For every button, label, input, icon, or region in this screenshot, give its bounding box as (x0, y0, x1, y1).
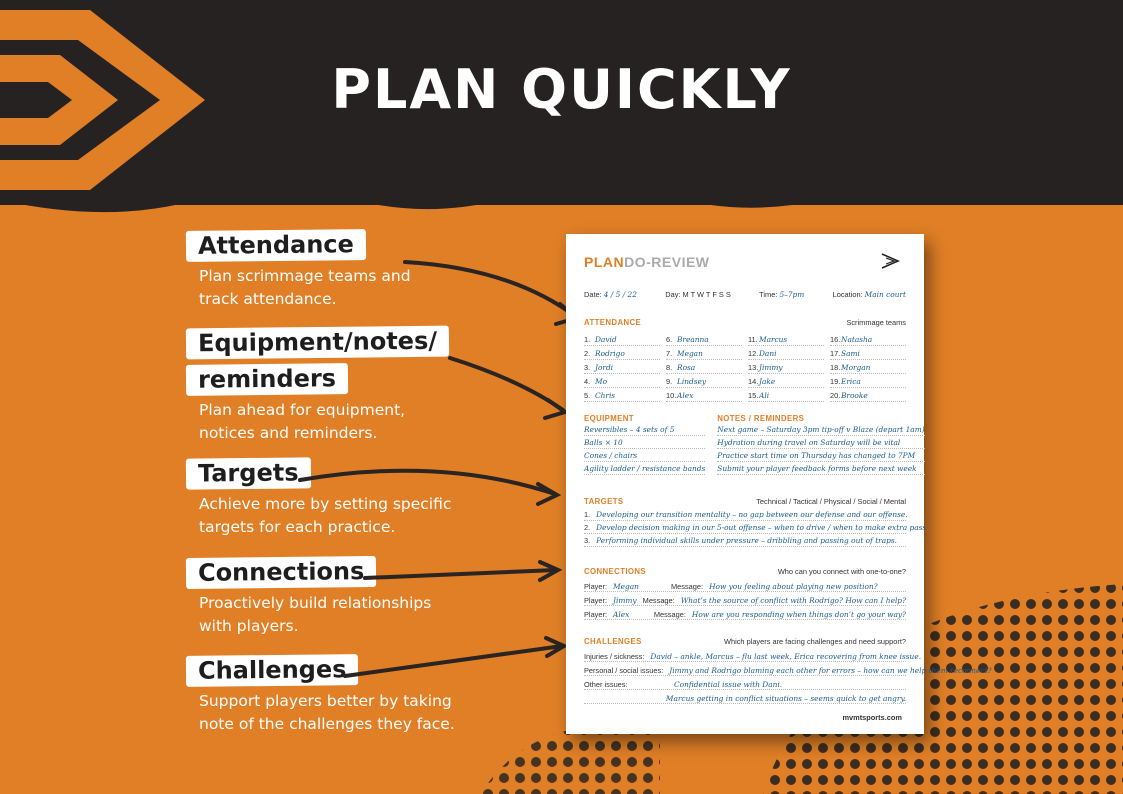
attendance-slot (830, 360, 906, 374)
attendance-slot (748, 332, 824, 346)
attendance-slot (830, 388, 906, 402)
feature-title: Connections (186, 556, 377, 589)
slot-number: 2. (584, 349, 591, 358)
target-number: 1. (584, 510, 591, 519)
feature-desc-line: notices and reminders. (199, 424, 378, 442)
attendance-slot (748, 360, 824, 374)
slot-number: 17. (830, 349, 841, 358)
feature-desc-line: with players. (199, 617, 299, 635)
note-item: Practice start time on Thursday has changed to 7PM (717, 449, 924, 462)
feature-desc-line: track attendance. (199, 290, 337, 308)
section-note: Which players are facing challenges and need support? (723, 637, 906, 646)
player-name: Jimmy (759, 363, 783, 372)
note-item: Hydration during travel on Saturday will be vital (717, 436, 924, 449)
attendance-grid (584, 332, 906, 402)
time-label: Time: (759, 290, 778, 299)
connections-section (584, 567, 906, 620)
slot-number: 4. (584, 377, 591, 386)
slot-number: 14. (748, 377, 759, 386)
attendance-slot (666, 388, 742, 402)
slot-number: 18. (830, 363, 841, 372)
target-row (584, 508, 906, 521)
equipment-item: Balls × 10 (584, 436, 705, 449)
player-name: Morgan (841, 363, 871, 372)
page-headline: PLAN QUICKLY (331, 58, 792, 121)
attendance-section (584, 318, 906, 402)
target-text: Performing individual skills under pressure – dribbling and passing out of traps. (596, 536, 897, 545)
feature-description (186, 493, 476, 539)
challenge-label: Personal / social issues: (584, 666, 664, 675)
challenge-row (584, 676, 906, 690)
player-name: Sami (841, 349, 860, 358)
target-row (584, 534, 906, 547)
day-label: Day: (665, 290, 681, 299)
notes-list (717, 423, 924, 475)
targets-section (584, 497, 927, 547)
equipment-notes-section (584, 414, 925, 475)
player-name: Ali (759, 391, 770, 400)
player-name: Rosa (677, 363, 696, 372)
challenge-text: David – ankle, Marcus – flu last week, Erica recovering from knee issue. (650, 652, 922, 661)
player-name: David (595, 335, 617, 344)
website-url: mvmtsports.com (842, 713, 902, 722)
feature-desc-line: Plan scrimmage teams and (199, 267, 411, 285)
date-label: Date: (584, 290, 602, 299)
target-number: 2. (584, 523, 591, 532)
feature-connections (186, 557, 476, 638)
target-text: Develop decision making in our 5-out offense – when to drive / when to make extra pass (596, 523, 927, 532)
slot-number: 8. (666, 363, 673, 372)
equipment-list (584, 423, 705, 475)
challenge-text: Marcus getting in conflict situations – seems quick to get angry. (665, 694, 906, 703)
challenge-label: Other issues: (584, 680, 628, 689)
slot-number: 12. (748, 349, 759, 358)
feature-desc-line: Plan ahead for equipment, (199, 401, 406, 419)
player-name: Mo (595, 377, 608, 386)
player-label: Player: (584, 610, 608, 619)
attendance-slot (584, 346, 660, 360)
slot-number: 11. (748, 335, 758, 344)
section-heading: TARGETS (584, 497, 624, 506)
connection-row (584, 592, 906, 606)
player-name: Jake (759, 377, 776, 386)
section-heading: EQUIPMENT (584, 414, 634, 423)
attendance-slot (830, 374, 906, 388)
feature-title: Challenges (186, 654, 359, 687)
player-name: Rodrigo (595, 349, 625, 358)
feature-desc-line: Achieve more by setting specific (199, 495, 452, 513)
section-heading: NOTES / REMINDERS (717, 414, 805, 423)
feature-description (186, 399, 476, 445)
date-value: 4 / 5 / 22 (603, 290, 637, 299)
message-label: Message: (642, 596, 675, 605)
attendance-slot (748, 374, 824, 388)
section-note: Technical / Tactical / Physical / Social / Mental (756, 497, 906, 506)
day-value: M T W T F S S (682, 290, 731, 299)
time-value: 5–7pm (779, 290, 805, 299)
feature-title: Targets (186, 457, 311, 489)
section-note: Who can you connect with one-to-one? (777, 567, 906, 576)
connection-message: How are you responding when things don’t go your way? (691, 610, 906, 619)
player-name: Natasha (841, 335, 873, 344)
feature-description (186, 592, 476, 638)
section-note: Scrimmage teams (846, 318, 906, 327)
slot-number: 19. (830, 377, 841, 386)
attendance-slot (584, 360, 660, 374)
player-name: Dani (759, 349, 777, 358)
message-label: Message: (671, 582, 704, 591)
player-name: Breanna (677, 335, 709, 344)
player-name: Erica (841, 377, 861, 386)
connection-player: Alex (613, 610, 630, 619)
slot-number: 16. (830, 335, 841, 344)
player-name: Alex (677, 391, 694, 400)
sheet-title (584, 254, 906, 270)
target-text: Developing our transition mentality – no gap between our defense and our offense. (596, 510, 908, 519)
connection-message: How you feeling about playing new position? (709, 582, 878, 591)
challenge-label: Injuries / sickness: (584, 652, 645, 661)
slot-number: 5. (584, 391, 591, 400)
slot-number: 13. (748, 363, 759, 372)
player-name: Lindsey (677, 377, 707, 386)
feature-desc-line: Support players better by taking (199, 692, 452, 710)
slot-number: 6. (666, 335, 673, 344)
feature-title: Equipment/notes/ (186, 326, 449, 360)
message-label: Message: (653, 610, 686, 619)
target-number: 3. (584, 536, 591, 545)
feature-desc-line: Proactively build relationships (199, 594, 432, 612)
attendance-slot (748, 346, 824, 360)
sheet-meta-row (584, 290, 906, 299)
equipment-item: Cones / chairs (584, 449, 705, 462)
slot-number: 3. (584, 363, 591, 372)
feature-title: Attendance (186, 229, 366, 262)
feature-desc-line: targets for each practice. (199, 518, 396, 536)
challenge-text: Jimmy and Rodrigo blaming each other for errors – how can we help them reconnect? (669, 666, 992, 675)
player-name: Jordi (595, 363, 614, 372)
player-name: Marcus (759, 335, 788, 344)
feature-challenges (186, 655, 476, 736)
connection-player: Jimmy (613, 596, 637, 605)
plan-do-review-sheet (566, 234, 992, 734)
connection-row (584, 606, 906, 620)
attendance-slot (666, 360, 742, 374)
feature-equipment (186, 327, 476, 445)
location-value: Main court (864, 290, 906, 299)
targets-list (584, 508, 927, 547)
connection-message: What’s the source of conflict with Rodrigo? How can I help? (680, 596, 906, 605)
attendance-slot (666, 346, 742, 360)
attendance-slot (666, 374, 742, 388)
feature-targets (186, 458, 476, 539)
attendance-slot (748, 388, 824, 402)
challenge-row (584, 662, 992, 676)
challenges-section (584, 637, 992, 704)
slot-number: 10. (666, 391, 677, 400)
section-heading: ATTENDANCE (584, 318, 642, 327)
section-heading: CHALLENGES (584, 637, 642, 646)
slot-number: 15. (748, 391, 759, 400)
feature-description (186, 265, 476, 311)
note-item: Submit your player feedback forms before next week (717, 462, 924, 475)
section-heading: CONNECTIONS (584, 567, 647, 576)
challenges-list (584, 648, 992, 704)
connections-list (584, 578, 906, 620)
feature-attendance (186, 230, 476, 311)
connection-player: Megan (613, 582, 639, 591)
equipment-item: Reversibles – 4 sets of 5 (584, 423, 705, 436)
sheet-title-plan: PLAN (584, 254, 625, 270)
note-item: Next game – Saturday 3pm tip-off v Blaze (depart 1am) (717, 425, 925, 434)
sheet-title-rest: DO-REVIEW (624, 254, 710, 270)
arrow-logo-icon (880, 252, 900, 270)
slot-number: 7. (666, 349, 673, 358)
attendance-slot (830, 346, 906, 360)
slot-number: 20. (830, 391, 841, 400)
slot-number: 1. (584, 335, 591, 344)
attendance-slot (584, 388, 660, 402)
attendance-slot (584, 332, 660, 346)
equipment-item: Agility ladder / resistance bands (584, 464, 706, 473)
attendance-slot (830, 332, 906, 346)
feature-title: reminders (186, 363, 348, 396)
feature-description (186, 690, 476, 736)
slot-number: 9. (666, 377, 673, 386)
player-label: Player: (584, 582, 608, 591)
player-name: Brooke (841, 391, 868, 400)
target-row (584, 521, 927, 534)
player-name: Chris (595, 391, 616, 400)
challenge-row (584, 648, 922, 662)
attendance-slot (666, 332, 742, 346)
challenge-text: Confidential issue with Dani. (674, 680, 783, 689)
location-label: Location: (832, 290, 863, 299)
player-name: Megan (677, 349, 703, 358)
connection-row (584, 578, 906, 592)
feature-desc-line: note of the challenges they face. (199, 715, 455, 733)
challenge-row (584, 690, 906, 704)
player-label: Player: (584, 596, 608, 605)
attendance-slot (584, 374, 660, 388)
